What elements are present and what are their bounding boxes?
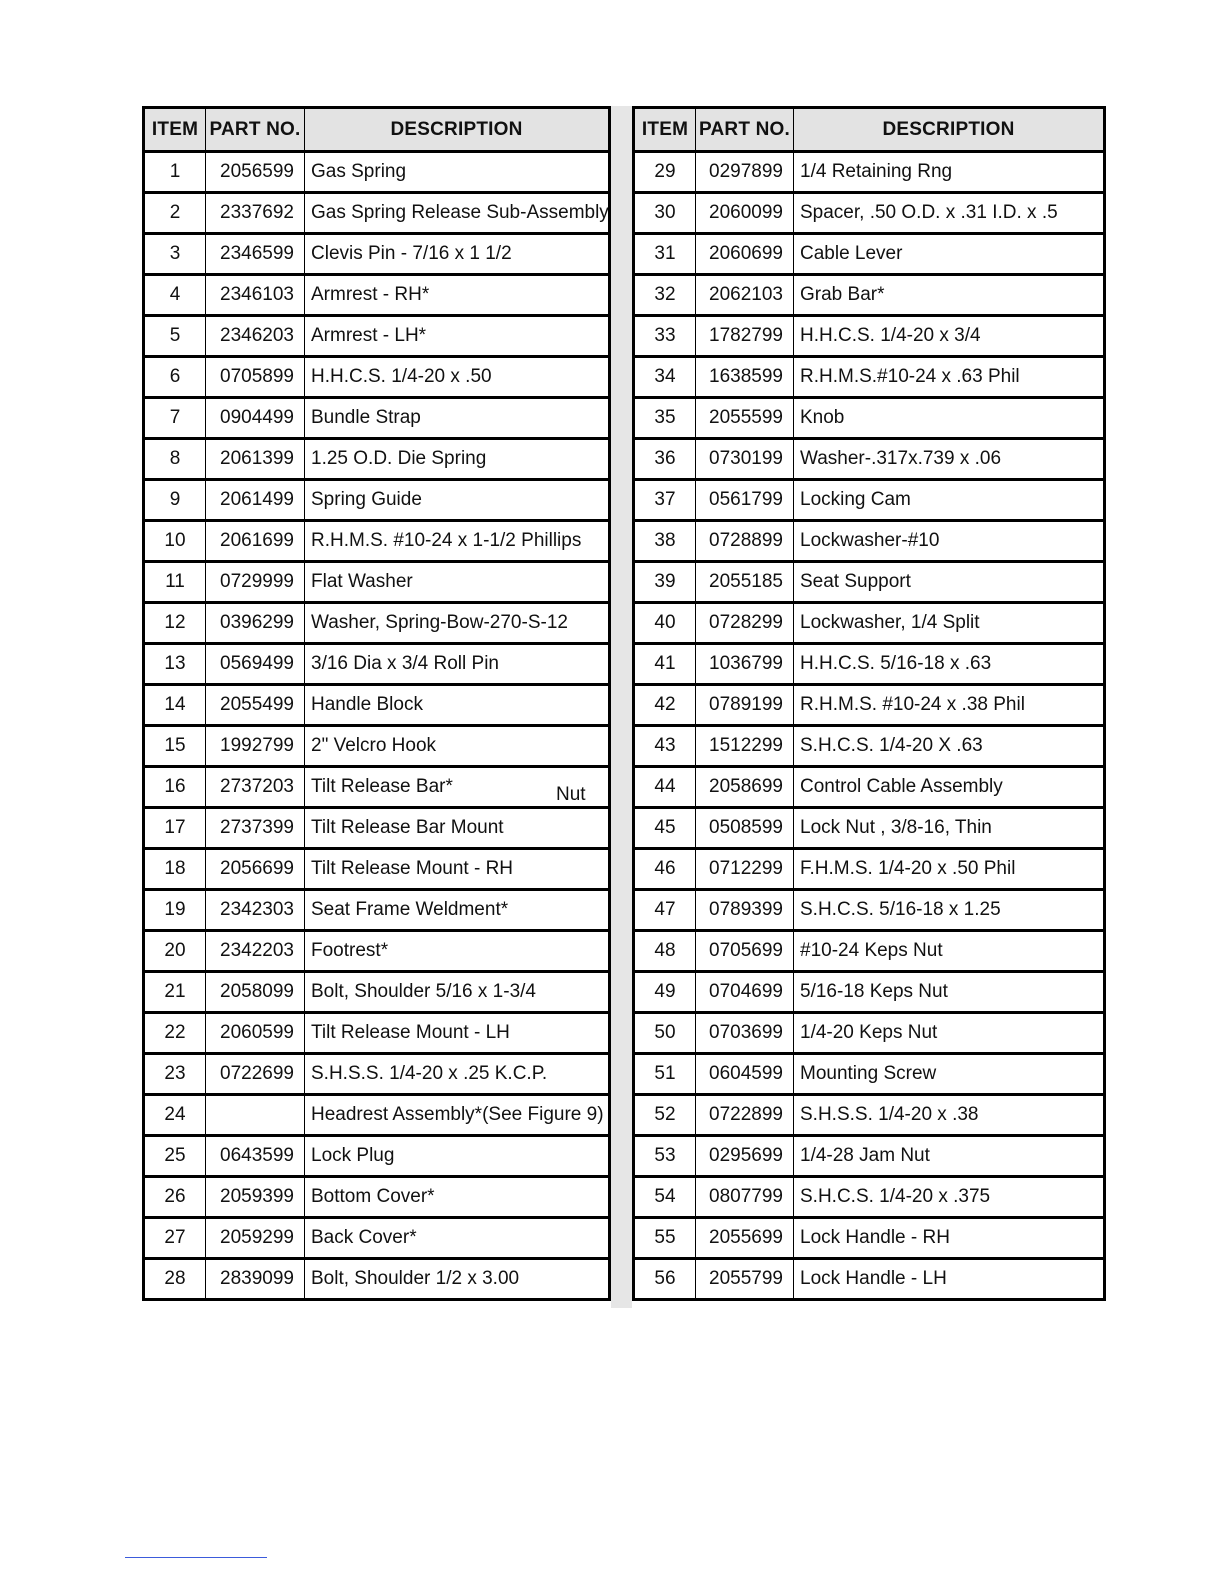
description-cell: Lock Nut , 3/8-16, Thin bbox=[794, 808, 1105, 849]
description-cell: F.H.M.S. 1/4-20 x .50 Phil bbox=[794, 849, 1105, 890]
table-row bbox=[634, 849, 1105, 890]
part-no-cell: 0508599 bbox=[696, 808, 794, 849]
part-no-cell: 2055185 bbox=[696, 562, 794, 603]
description-cell: Tilt Release Bar Mount bbox=[305, 808, 610, 849]
description-cell: Grab Bar* bbox=[794, 275, 1105, 316]
description-cell: Tilt Release Mount - RH bbox=[305, 849, 610, 890]
table-row bbox=[144, 521, 610, 562]
part-no-cell: 0297899 bbox=[696, 152, 794, 193]
part-no-cell: 2059399 bbox=[206, 1177, 305, 1218]
parts-table-right-body bbox=[634, 152, 1105, 1300]
description-cell: Control Cable Assembly bbox=[794, 767, 1105, 808]
table-row bbox=[634, 398, 1105, 439]
part-no-cell: 2055499 bbox=[206, 685, 305, 726]
item-cell: 47 bbox=[634, 890, 696, 931]
item-cell: 33 bbox=[634, 316, 696, 357]
description-cell: Lock Plug bbox=[305, 1136, 610, 1177]
header-description: DESCRIPTION bbox=[305, 108, 610, 152]
part-no-cell: 0807799 bbox=[696, 1177, 794, 1218]
table-row bbox=[634, 685, 1105, 726]
description-cell: 1/4 Retaining Rng bbox=[794, 152, 1105, 193]
table-row bbox=[144, 603, 610, 644]
part-no-cell: 0728899 bbox=[696, 521, 794, 562]
item-cell: 8 bbox=[144, 439, 206, 480]
part-no-cell: 0712299 bbox=[696, 849, 794, 890]
description-cell: Gas Spring bbox=[305, 152, 610, 193]
description-cell: Tilt Release Mount - LH bbox=[305, 1013, 610, 1054]
description-cell: Handle Block bbox=[305, 685, 610, 726]
description-cell: Tilt Release Bar* bbox=[305, 767, 610, 808]
part-no-cell: 2055699 bbox=[696, 1218, 794, 1259]
item-cell: 17 bbox=[144, 808, 206, 849]
part-no-cell: 0729999 bbox=[206, 562, 305, 603]
part-no-cell: 2058099 bbox=[206, 972, 305, 1013]
description-cell: Seat Support bbox=[794, 562, 1105, 603]
table-row bbox=[144, 152, 610, 193]
part-no-cell: 0705699 bbox=[696, 931, 794, 972]
description-cell: R.H.M.S. #10-24 x 1-1/2 Phillips bbox=[305, 521, 610, 562]
description-cell: Armrest - LH* bbox=[305, 316, 610, 357]
table-row bbox=[144, 726, 610, 767]
description-cell: Lockwasher-#10 bbox=[794, 521, 1105, 562]
table-row bbox=[634, 1013, 1105, 1054]
item-cell: 21 bbox=[144, 972, 206, 1013]
part-no-cell: 1638599 bbox=[696, 357, 794, 398]
item-cell: 40 bbox=[634, 603, 696, 644]
item-cell: 18 bbox=[144, 849, 206, 890]
table-row bbox=[634, 603, 1105, 644]
part-no-cell: 1782799 bbox=[696, 316, 794, 357]
table-row bbox=[144, 1013, 610, 1054]
part-no-cell: 2737399 bbox=[206, 808, 305, 849]
description-cell: Mounting Screw bbox=[794, 1054, 1105, 1095]
item-cell: 32 bbox=[634, 275, 696, 316]
item-cell: 9 bbox=[144, 480, 206, 521]
table-row bbox=[144, 644, 610, 685]
table-row bbox=[144, 1218, 610, 1259]
item-cell: 7 bbox=[144, 398, 206, 439]
description-cell: R.H.M.S.#10-24 x .63 Phil bbox=[794, 357, 1105, 398]
header-item: ITEM bbox=[634, 108, 696, 152]
description-cell: Locking Cam bbox=[794, 480, 1105, 521]
table-row bbox=[144, 849, 610, 890]
description-cell: R.H.M.S. #10-24 x .38 Phil bbox=[794, 685, 1105, 726]
part-no-cell: 2060699 bbox=[696, 234, 794, 275]
item-cell: 11 bbox=[144, 562, 206, 603]
item-cell: 15 bbox=[144, 726, 206, 767]
description-cell: S.H.S.S. 1/4-20 x .38 bbox=[794, 1095, 1105, 1136]
table-row bbox=[144, 275, 610, 316]
part-no-cell: 2055599 bbox=[696, 398, 794, 439]
description-cell: Lock Handle - RH bbox=[794, 1218, 1105, 1259]
part-no-cell: 2346203 bbox=[206, 316, 305, 357]
item-cell: 50 bbox=[634, 1013, 696, 1054]
table-row bbox=[634, 193, 1105, 234]
part-no-cell: 1036799 bbox=[696, 644, 794, 685]
item-cell: 45 bbox=[634, 808, 696, 849]
item-cell: 24 bbox=[144, 1095, 206, 1136]
header-description: DESCRIPTION bbox=[794, 108, 1105, 152]
item-cell: 38 bbox=[634, 521, 696, 562]
item-cell: 1 bbox=[144, 152, 206, 193]
description-cell: 1/4-28 Jam Nut bbox=[794, 1136, 1105, 1177]
item-cell: 42 bbox=[634, 685, 696, 726]
description-cell: H.H.C.S. 1/4-20 x 3/4 bbox=[794, 316, 1105, 357]
part-no-cell: 0396299 bbox=[206, 603, 305, 644]
description-cell: Gas Spring Release Sub-Assembly bbox=[305, 193, 610, 234]
item-cell: 6 bbox=[144, 357, 206, 398]
description-cell: Lockwasher, 1/4 Split bbox=[794, 603, 1105, 644]
table-row bbox=[634, 767, 1105, 808]
item-cell: 37 bbox=[634, 480, 696, 521]
part-no-cell: 2342203 bbox=[206, 931, 305, 972]
description-cell: S.H.C.S. 1/4-20 X .63 bbox=[794, 726, 1105, 767]
description-cell: Bundle Strap bbox=[305, 398, 610, 439]
description-cell: #10-24 Keps Nut bbox=[794, 931, 1105, 972]
description-cell: 3/16 Dia x 3/4 Roll Pin bbox=[305, 644, 610, 685]
table-row bbox=[144, 357, 610, 398]
part-no-cell: 2059299 bbox=[206, 1218, 305, 1259]
description-cell: H.H.C.S. 5/16-18 x .63 bbox=[794, 644, 1105, 685]
item-cell: 10 bbox=[144, 521, 206, 562]
table-row bbox=[144, 193, 610, 234]
item-cell: 56 bbox=[634, 1259, 696, 1300]
item-cell: 25 bbox=[144, 1136, 206, 1177]
part-no-cell: 2346599 bbox=[206, 234, 305, 275]
table-row bbox=[634, 890, 1105, 931]
description-cell: H.H.C.S. 1/4-20 x .50 bbox=[305, 357, 610, 398]
item-cell: 54 bbox=[634, 1177, 696, 1218]
description-cell: Washer-.317x.739 x .06 bbox=[794, 439, 1105, 480]
table-row bbox=[144, 890, 610, 931]
header-item: ITEM bbox=[144, 108, 206, 152]
description-cell: Spacer, .50 O.D. x .31 I.D. x .5 bbox=[794, 193, 1105, 234]
part-no-cell: 2061699 bbox=[206, 521, 305, 562]
part-no-cell: 0604599 bbox=[696, 1054, 794, 1095]
item-cell: 35 bbox=[634, 398, 696, 439]
item-cell: 41 bbox=[634, 644, 696, 685]
parts-table-right bbox=[632, 106, 1106, 1301]
part-no-cell: 2060099 bbox=[696, 193, 794, 234]
table-row bbox=[634, 357, 1105, 398]
table-row bbox=[634, 972, 1105, 1013]
part-no-cell: 0561799 bbox=[696, 480, 794, 521]
part-no-cell: 0722699 bbox=[206, 1054, 305, 1095]
item-cell: 39 bbox=[634, 562, 696, 603]
description-cell: Bottom Cover* bbox=[305, 1177, 610, 1218]
part-no-cell: 2055799 bbox=[696, 1259, 794, 1300]
table-row bbox=[634, 1218, 1105, 1259]
table-row bbox=[634, 1095, 1105, 1136]
description-cell: Seat Frame Weldment* bbox=[305, 890, 610, 931]
description-cell: Headrest Assembly*(See Figure 9) bbox=[305, 1095, 610, 1136]
item-cell: 12 bbox=[144, 603, 206, 644]
part-no-cell: 0789399 bbox=[696, 890, 794, 931]
part-no-cell: 0730199 bbox=[696, 439, 794, 480]
item-cell: 46 bbox=[634, 849, 696, 890]
table-row bbox=[144, 439, 610, 480]
description-cell: S.H.C.S. 1/4-20 x .375 bbox=[794, 1177, 1105, 1218]
table-row bbox=[144, 972, 610, 1013]
item-cell: 44 bbox=[634, 767, 696, 808]
table-row bbox=[144, 1095, 610, 1136]
table-row bbox=[634, 562, 1105, 603]
table-row bbox=[144, 767, 610, 808]
table-row bbox=[634, 521, 1105, 562]
description-cell: Knob bbox=[794, 398, 1105, 439]
item-cell: 28 bbox=[144, 1259, 206, 1300]
description-cell: 2" Velcro Hook bbox=[305, 726, 610, 767]
table-row bbox=[144, 931, 610, 972]
item-cell: 53 bbox=[634, 1136, 696, 1177]
table-row bbox=[634, 316, 1105, 357]
item-cell: 48 bbox=[634, 931, 696, 972]
description-cell: Clevis Pin - 7/16 x 1 1/2 bbox=[305, 234, 610, 275]
part-no-cell: 0789199 bbox=[696, 685, 794, 726]
part-no-cell: 2061399 bbox=[206, 439, 305, 480]
item-cell: 34 bbox=[634, 357, 696, 398]
description-cell: 5/16-18 Keps Nut bbox=[794, 972, 1105, 1013]
table-row bbox=[634, 1177, 1105, 1218]
table-row bbox=[634, 275, 1105, 316]
table-row bbox=[144, 234, 610, 275]
description-cell: Lock Handle - LH bbox=[794, 1259, 1105, 1300]
item-cell: 19 bbox=[144, 890, 206, 931]
item-cell: 30 bbox=[634, 193, 696, 234]
table-row bbox=[634, 1136, 1105, 1177]
item-cell: 26 bbox=[144, 1177, 206, 1218]
item-cell: 4 bbox=[144, 275, 206, 316]
item-cell: 29 bbox=[634, 152, 696, 193]
part-no-cell: 2060599 bbox=[206, 1013, 305, 1054]
item-cell: 16 bbox=[144, 767, 206, 808]
part-no-cell: 0643599 bbox=[206, 1136, 305, 1177]
part-no-cell: 2056699 bbox=[206, 849, 305, 890]
item-cell: 27 bbox=[144, 1218, 206, 1259]
part-no-cell: 2337692 bbox=[206, 193, 305, 234]
item-cell: 31 bbox=[634, 234, 696, 275]
part-no-cell: 2058699 bbox=[696, 767, 794, 808]
description-cell: Bolt, Shoulder 5/16 x 1-3/4 bbox=[305, 972, 610, 1013]
table-gutter bbox=[611, 106, 632, 1308]
table-row bbox=[634, 808, 1105, 849]
header-row bbox=[144, 108, 610, 152]
table-row bbox=[634, 726, 1105, 767]
description-cell: Back Cover* bbox=[305, 1218, 610, 1259]
item-cell: 13 bbox=[144, 644, 206, 685]
footer-rule bbox=[125, 1557, 267, 1558]
description-cell: S.H.S.S. 1/4-20 x .25 K.C.P. bbox=[305, 1054, 610, 1095]
header-row bbox=[634, 108, 1105, 152]
table-row bbox=[144, 808, 610, 849]
header-part-no: PART NO. bbox=[696, 108, 794, 152]
description-cell: Armrest - RH* bbox=[305, 275, 610, 316]
part-no-cell: 2062103 bbox=[696, 275, 794, 316]
table-row bbox=[144, 480, 610, 521]
part-no-cell: 2061499 bbox=[206, 480, 305, 521]
description-cell: Cable Lever bbox=[794, 234, 1105, 275]
parts-table-left-body bbox=[144, 152, 610, 1300]
table-row bbox=[634, 1054, 1105, 1095]
table-row bbox=[634, 439, 1105, 480]
part-no-cell: 0703699 bbox=[696, 1013, 794, 1054]
table-row bbox=[634, 931, 1105, 972]
item-cell: 3 bbox=[144, 234, 206, 275]
part-no-cell: 0705899 bbox=[206, 357, 305, 398]
part-no-cell: 0704699 bbox=[696, 972, 794, 1013]
description-cell: Footrest* bbox=[305, 931, 610, 972]
part-no-cell: 1512299 bbox=[696, 726, 794, 767]
stray-nut-note: Nut bbox=[556, 784, 586, 805]
table-row bbox=[144, 398, 610, 439]
part-no-cell: 0569499 bbox=[206, 644, 305, 685]
item-cell: 43 bbox=[634, 726, 696, 767]
table-row bbox=[144, 562, 610, 603]
description-cell: S.H.C.S. 5/16-18 x 1.25 bbox=[794, 890, 1105, 931]
table-row bbox=[144, 1259, 610, 1300]
description-cell: 1/4-20 Keps Nut bbox=[794, 1013, 1105, 1054]
item-cell: 22 bbox=[144, 1013, 206, 1054]
part-no-cell: 0722899 bbox=[696, 1095, 794, 1136]
table-row bbox=[144, 1054, 610, 1095]
item-cell: 52 bbox=[634, 1095, 696, 1136]
part-no-cell: 2342303 bbox=[206, 890, 305, 931]
description-cell: Bolt, Shoulder 1/2 x 3.00 bbox=[305, 1259, 610, 1300]
part-no-cell: 0904499 bbox=[206, 398, 305, 439]
table-row bbox=[144, 316, 610, 357]
item-cell: 49 bbox=[634, 972, 696, 1013]
table-row bbox=[634, 1259, 1105, 1300]
part-no-cell: 2839099 bbox=[206, 1259, 305, 1300]
part-no-cell: 2737203 bbox=[206, 767, 305, 808]
table-row bbox=[144, 1177, 610, 1218]
table-row bbox=[634, 480, 1105, 521]
item-cell: 5 bbox=[144, 316, 206, 357]
table-row bbox=[144, 1136, 610, 1177]
table-row bbox=[634, 234, 1105, 275]
table-row bbox=[144, 685, 610, 726]
item-cell: 55 bbox=[634, 1218, 696, 1259]
item-cell: 36 bbox=[634, 439, 696, 480]
part-no-cell: 1992799 bbox=[206, 726, 305, 767]
part-no-cell: 0295699 bbox=[696, 1136, 794, 1177]
header-part-no: PART NO. bbox=[206, 108, 305, 152]
part-no-cell bbox=[206, 1095, 305, 1136]
item-cell: 23 bbox=[144, 1054, 206, 1095]
description-cell: Washer, Spring-Bow-270-S-12 bbox=[305, 603, 610, 644]
part-no-cell: 0728299 bbox=[696, 603, 794, 644]
parts-table-left bbox=[142, 106, 611, 1301]
item-cell: 20 bbox=[144, 931, 206, 972]
description-cell: Flat Washer bbox=[305, 562, 610, 603]
table-row bbox=[634, 644, 1105, 685]
item-cell: 51 bbox=[634, 1054, 696, 1095]
item-cell: 14 bbox=[144, 685, 206, 726]
description-cell: Spring Guide bbox=[305, 480, 610, 521]
table-row bbox=[634, 152, 1105, 193]
item-cell: 2 bbox=[144, 193, 206, 234]
part-no-cell: 2056599 bbox=[206, 152, 305, 193]
description-cell: 1.25 O.D. Die Spring bbox=[305, 439, 610, 480]
part-no-cell: 2346103 bbox=[206, 275, 305, 316]
